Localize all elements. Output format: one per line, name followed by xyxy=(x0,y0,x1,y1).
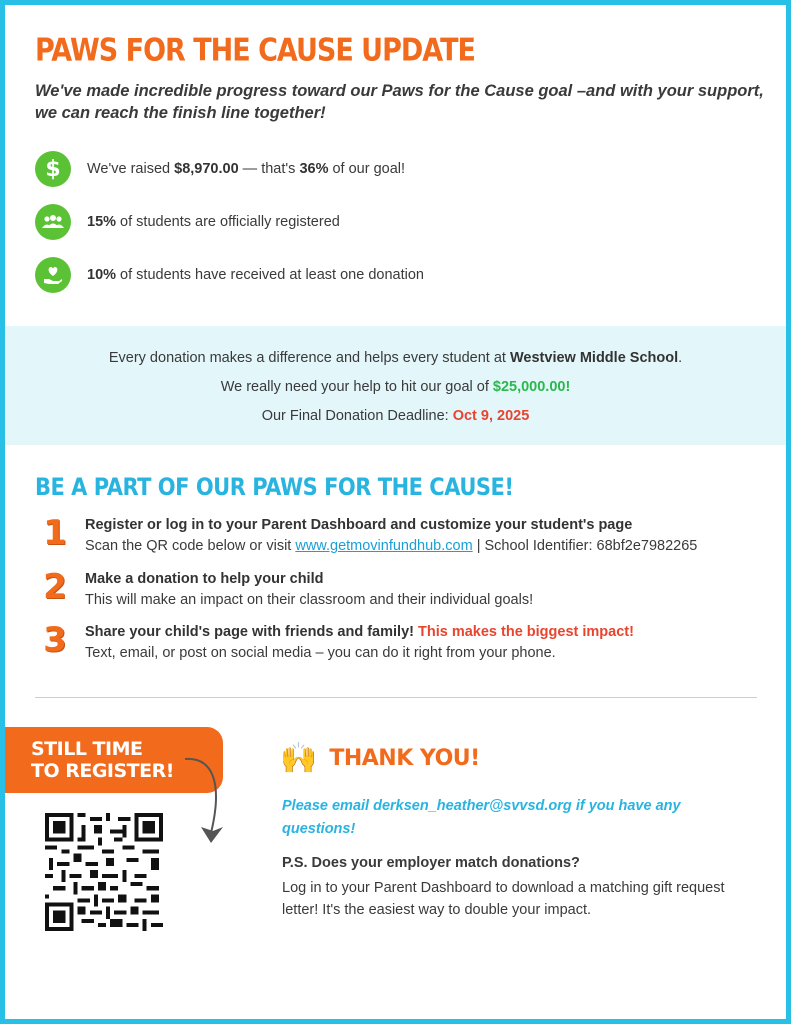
step-description xyxy=(85,536,697,557)
tag-line: STILL TIME xyxy=(31,738,143,760)
curved-arrow-icon xyxy=(183,753,233,845)
ps-heading: P.S. Does your employer match donations? xyxy=(282,855,580,871)
heart-hand-icon xyxy=(35,257,71,293)
step-number: 1 xyxy=(43,513,67,553)
tag-line: TO REGISTER! xyxy=(31,760,174,782)
step-3 xyxy=(35,622,634,664)
stat-donations xyxy=(35,257,424,293)
section-divider xyxy=(35,697,757,698)
step-text: | School Identifier: 68bf2e7982265 xyxy=(472,538,698,554)
step-highlight: This makes the biggest impact! xyxy=(418,624,634,640)
raised-hands-icon: 🙌 xyxy=(280,742,318,775)
step-text: Scan the QR code below or visit xyxy=(85,538,296,554)
stat-registered xyxy=(35,204,340,240)
school-name: Westview Middle School xyxy=(510,350,679,366)
step-number: 2 xyxy=(43,567,67,607)
people-icon xyxy=(35,204,71,240)
band-text: . xyxy=(678,350,683,366)
qr-code[interactable] xyxy=(45,813,163,931)
dollar-icon: $ xyxy=(35,151,71,187)
contact-email-note: Please email derksen_heather@svvsd.org if you have any questions! xyxy=(282,798,681,837)
step-2 xyxy=(35,569,533,611)
stat-text: — that's xyxy=(238,161,300,177)
goal-amount: $25,000.00! xyxy=(492,379,571,395)
step-heading-text: Share your child's page with friends and family! xyxy=(85,624,418,640)
thank-you-heading xyxy=(280,741,480,776)
band-line-deadline xyxy=(5,408,786,424)
ps-body: Log in to your Parent Dashboard to download a matching gift request letter! It's the easiest way to double your impact. xyxy=(282,880,725,918)
stat-text: of our goal! xyxy=(328,161,406,177)
step-heading: Register or log in to your Parent Dashboard and customize your student's page xyxy=(85,517,633,533)
stat-text: of students are officially registered xyxy=(116,214,340,230)
deadline-date: Oct 9, 2025 xyxy=(452,408,530,424)
band-text: We really need your help to hit our goal of xyxy=(220,379,493,395)
band-line-goal xyxy=(5,379,786,395)
steps-title: BE A PART OF OUR PAWS FOR THE CAUSE! xyxy=(35,473,514,501)
fundhub-link[interactable]: www.getmovinfundhub.com xyxy=(295,538,473,554)
stat-amount: $8,970.00 xyxy=(174,161,239,177)
stat-percent: 15% xyxy=(87,214,117,230)
step-heading xyxy=(85,622,634,643)
stat-raised xyxy=(35,151,405,187)
stat-percent: 36% xyxy=(299,161,329,177)
stat-text: of students have received at least one donation xyxy=(116,267,424,283)
step-1 xyxy=(35,515,697,557)
step-heading: Make a donation to help your child xyxy=(85,571,324,587)
intro-text: We've made incredible progress toward our Paws for the Cause goal –and with your support, we can reach the finish line together! xyxy=(35,82,764,122)
step-description: This will make an impact on their classroom and their individual goals! xyxy=(85,592,534,608)
stat-text: We've raised xyxy=(87,161,175,177)
page-title: PAWS FOR THE CAUSE UPDATE xyxy=(35,33,475,69)
thank-you-title: THANK YOU! xyxy=(329,746,480,771)
band-line-school xyxy=(5,350,786,366)
band-text: Our Final Donation Deadline: xyxy=(261,408,453,424)
info-band xyxy=(5,326,786,445)
stat-percent: 10% xyxy=(87,267,117,283)
step-description: Text, email, or post on social media – you can do it right from your phone. xyxy=(85,645,556,661)
band-text: Every donation makes a difference and helps every student at xyxy=(108,350,510,366)
step-number: 3 xyxy=(43,620,67,660)
